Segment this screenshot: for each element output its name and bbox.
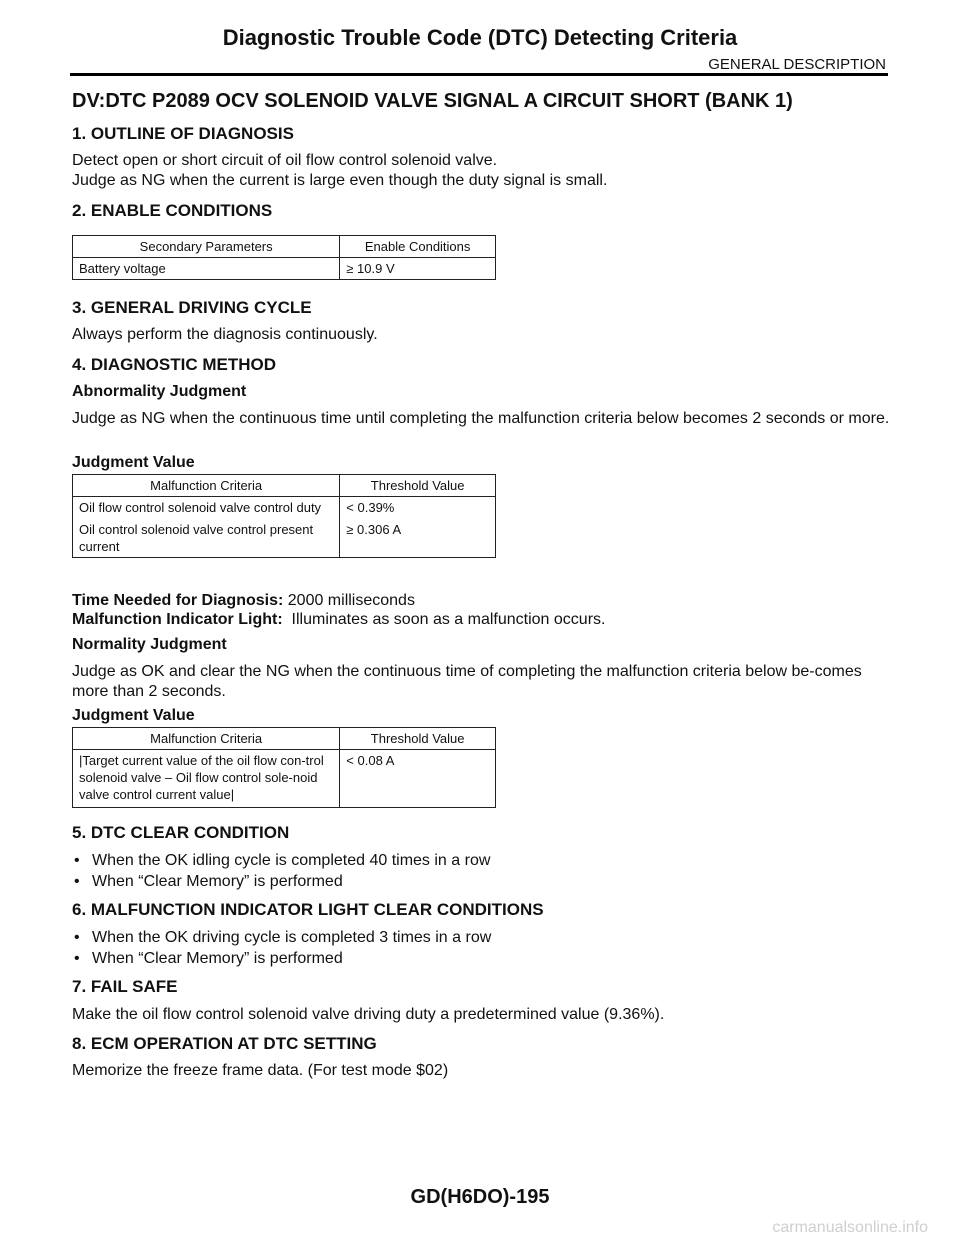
enable-conditions-table <box>72 235 496 280</box>
normality-judgment-heading: Normality Judgment <box>72 636 227 653</box>
abnormality-judgment-table <box>72 474 496 558</box>
mil-line <box>72 610 892 630</box>
table-cell: < 0.08 A <box>340 750 496 808</box>
table-cell: Oil control solenoid valve control present current <box>73 518 340 558</box>
abnormality-judgment-heading: Abnormality Judgment <box>72 383 247 400</box>
table-row <box>73 258 496 280</box>
section-5-heading: 5. DTC CLEAR CONDITION <box>72 823 290 842</box>
section-3-text: Always perform the diagnosis continuously. <box>72 326 378 343</box>
judgment-value-label: Judgment Value <box>72 707 195 724</box>
header-title: Diagnostic Trouble Code (DTC) Detecting Criteria <box>222 25 738 50</box>
table-row <box>73 750 496 808</box>
watermark: carmanualsonline.info <box>772 1219 928 1236</box>
time-needed-line <box>72 591 892 611</box>
table-header: Threshold Value <box>340 728 496 750</box>
section-1-line-2: Judge as NG when the current is large even though the duty signal is small. <box>72 172 608 189</box>
section-8-text: Memorize the freeze frame data. (For test mode $02) <box>72 1062 449 1079</box>
table-cell: Battery voltage <box>73 258 340 280</box>
section-7-text: Make the oil flow control solenoid valve driving duty a predetermined value (9.36%). <box>72 1006 665 1023</box>
section-7-heading: 7. FAIL SAFE <box>72 977 178 996</box>
mil-label: Malfunction Indicator Light: <box>72 611 283 628</box>
header-section: GENERAL DESCRIPTION <box>708 56 886 73</box>
page-title: DV:DTC P2089 OCV SOLENOID VALVE SIGNAL A CIRCUIT SHORT (BANK 1) <box>72 90 793 112</box>
list-item: • When the OK driving cycle is completed 3 times in a row <box>72 927 491 948</box>
table-cell: Oil flow control solenoid valve control duty <box>73 497 340 519</box>
table-cell: |Target current value of the oil flow con-trol solenoid valve – Oil flow control sole-noid valve control current value| <box>73 750 340 808</box>
table-header: Secondary Parameters <box>73 236 340 258</box>
table-header: Malfunction Criteria <box>73 475 340 497</box>
table-header: Enable Conditions <box>340 236 496 258</box>
table-row <box>73 497 496 519</box>
table-cell: ≥ 0.306 A <box>340 518 496 558</box>
judgment-value-label: Judgment Value <box>72 454 195 471</box>
time-needed-value: 2000 milliseconds <box>287 592 415 609</box>
section-2-heading: 2. ENABLE CONDITIONS <box>72 201 273 220</box>
table-header: Malfunction Criteria <box>73 728 340 750</box>
section-1-line-1: Detect open or short circuit of oil flow control solenoid valve. <box>72 152 498 169</box>
normality-judgment-table <box>72 727 496 808</box>
list-item: • When the OK idling cycle is completed 40 times in a row <box>72 850 490 871</box>
table-header: Threshold Value <box>340 475 496 497</box>
page-number: GD(H6DO)-195 <box>410 1186 550 1208</box>
header-divider <box>70 73 888 76</box>
table-row <box>73 518 496 558</box>
normality-judgment-text: Judge as OK and clear the NG when the continuous time of completing the malfunction criteria below be-comes more than 2 seconds. <box>72 663 862 700</box>
dtc-clear-list <box>72 850 490 892</box>
section-3-heading: 3. GENERAL DRIVING CYCLE <box>72 298 312 317</box>
section-8-heading: 8. ECM OPERATION AT DTC SETTING <box>72 1034 377 1053</box>
mil-value: Illuminates as soon as a malfunction occurs. <box>291 611 606 628</box>
table-cell: < 0.39% <box>340 497 496 519</box>
section-4-heading: 4. DIAGNOSTIC METHOD <box>72 355 277 374</box>
time-needed-label: Time Needed for Diagnosis: <box>72 592 284 609</box>
table-cell: ≥ 10.9 V <box>340 258 496 280</box>
list-item: • When “Clear Memory” is performed <box>72 871 490 892</box>
section-1-heading: 1. OUTLINE OF DIAGNOSIS <box>72 124 294 143</box>
mil-clear-list <box>72 927 491 969</box>
section-6-heading: 6. MALFUNCTION INDICATOR LIGHT CLEAR CONDITIONS <box>72 900 544 919</box>
abnormality-judgment-text: Judge as NG when the continuous time until completing the malfunction criteria below becomes 2 seconds or more. <box>72 410 890 427</box>
list-item: • When “Clear Memory” is performed <box>72 948 491 969</box>
